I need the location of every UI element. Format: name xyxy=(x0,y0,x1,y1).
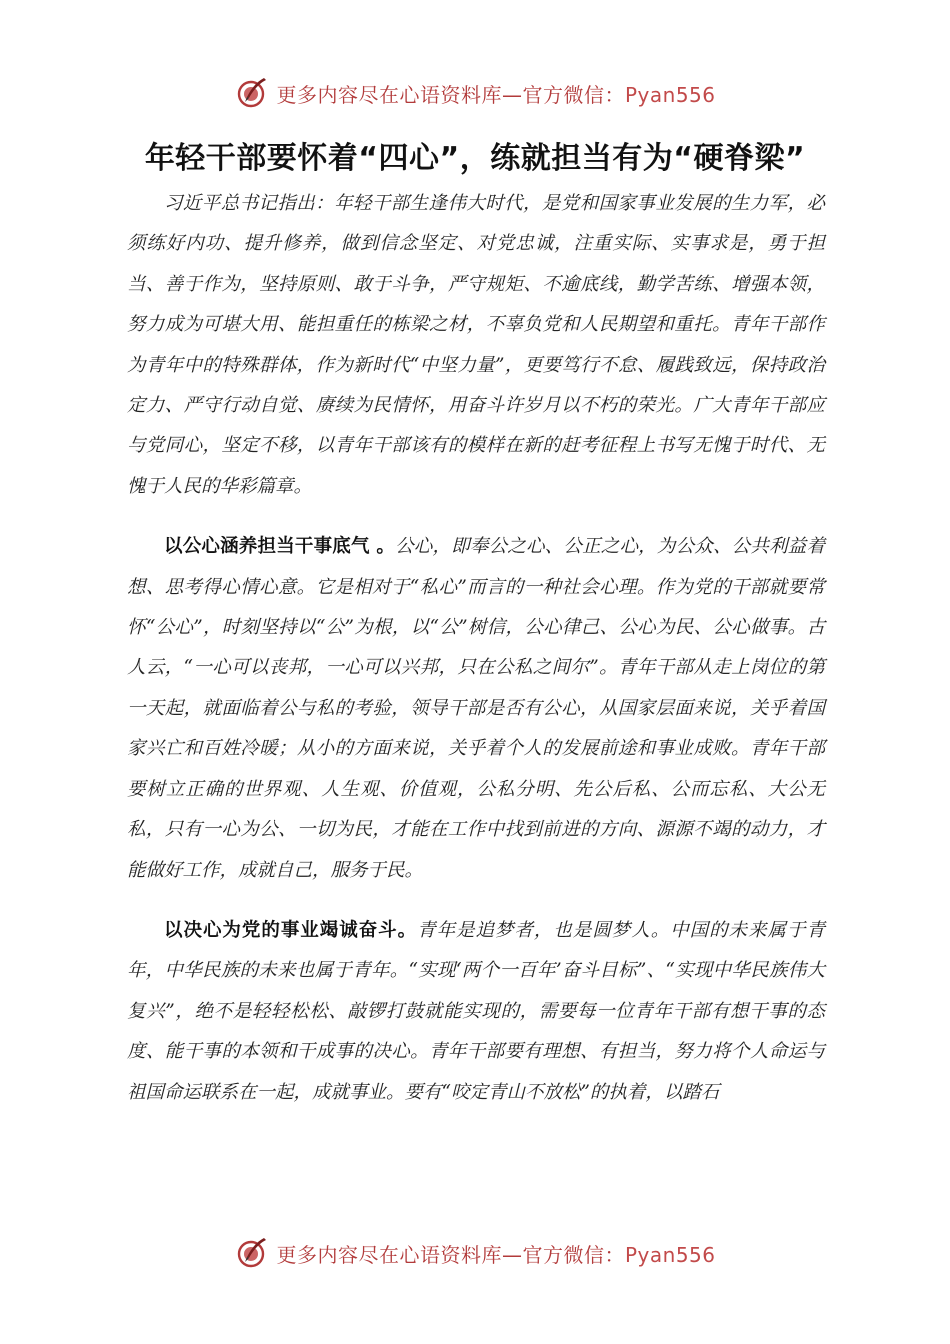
document-title: 年轻干部要怀着“四心”，练就担当有为“硬脊梁” xyxy=(144,141,806,176)
paragraph-intro xyxy=(127,184,825,507)
watermark-text: 更多内容尽在心语资料库—官方微信：Pyan556 xyxy=(276,82,716,107)
watermark-wechat-id: Pyan556 xyxy=(624,82,716,107)
quill-logo-icon xyxy=(234,1235,270,1271)
watermark-wechat-id: Pyan556 xyxy=(624,1242,716,1267)
paragraph-text: 习近平总书记指出：年轻干部生逢伟大时代，是党和国家事业发展的生力军，必须练好内功、提升修养，做到信念坚定、对党忠诚，注重实际、实事求是，勇于担当、善于作为，坚持原则、敢于斗争，严守规矩、不逾底线，勤学苦练、增强本领，努力成为可堪大用、能担重任的栋梁之材，不辜负党和人民期望和重托。青年干部作为青年中的特殊群体，作为新时代“中坚力量”，更要笃行不怠、履践致远，保持政治定力、严守行动自觉、赓续为民情怀，用奋斗许岁月以不朽的荣光。广大青年干部应与党同心，坚定不移，以青年干部该有的模样在新的赶考征程上书写无愧于时代、无愧于人民的华彩篇章。 xyxy=(127,193,825,497)
header-watermark xyxy=(0,71,950,115)
paragraph-text: 青年是追梦者，也是圆梦人。中国的未来属于青年，中华民族的未来也属于青年。“实现‘两个一百年’奋斗目标”、“实现中华民族伟大复兴”，绝不是轻轻松松、敲锣打鼓就能实现的，需要每一位青年干部有想干事的态度、能干事的本领和干成事的决心。青年干部要有理想、有担当，努力将个人命运与祖国命运联系在一起，成就事业。要有“咬定青山不放松”的执着，以踏石 xyxy=(127,919,825,1103)
paragraph-lead: 以决心为党的事业竭诚奋斗。 xyxy=(164,919,418,941)
document-body xyxy=(127,184,825,1133)
paragraph-public-heart xyxy=(127,527,825,891)
watermark-text: 更多内容尽在心语资料库—官方微信：Pyan556 xyxy=(276,1242,716,1267)
paragraph-determination xyxy=(127,911,825,1113)
footer-watermark xyxy=(0,1231,950,1275)
paragraph-lead: 以公心涵养担当干事底气 。 xyxy=(164,536,396,558)
paragraph-text: 公心，即奉公之心、公正之心，为公众、公共利益着想、思考得心情心意。它是相对于“私心”而言的一种社会心理。作为党的干部就要常怀“公心”，时刻坚持以“公”为根，以“公”树信，公心律己、公心为民、公心做事。古人云，“一心可以丧邦，一心可以兴邦，只在公私之间尔”。青年干部从走上岗位的第一天起，就面临着公与私的考验，领导干部是否有公心，从国家层面来说，关乎着国家兴亡和百姓冷暖；从小的方面来说，关乎着个人的发展前途和事业成败。青年干部要树立正确的世界观、人生观、价值观，公私分明、先公后私、公而忘私、大公无私，只有一心为公、一切为民，才能在工作中找到前进的方向、源源不竭的动力，才能做好工作，成就自己，服务于民。 xyxy=(127,536,825,881)
quill-logo-icon xyxy=(234,75,270,111)
